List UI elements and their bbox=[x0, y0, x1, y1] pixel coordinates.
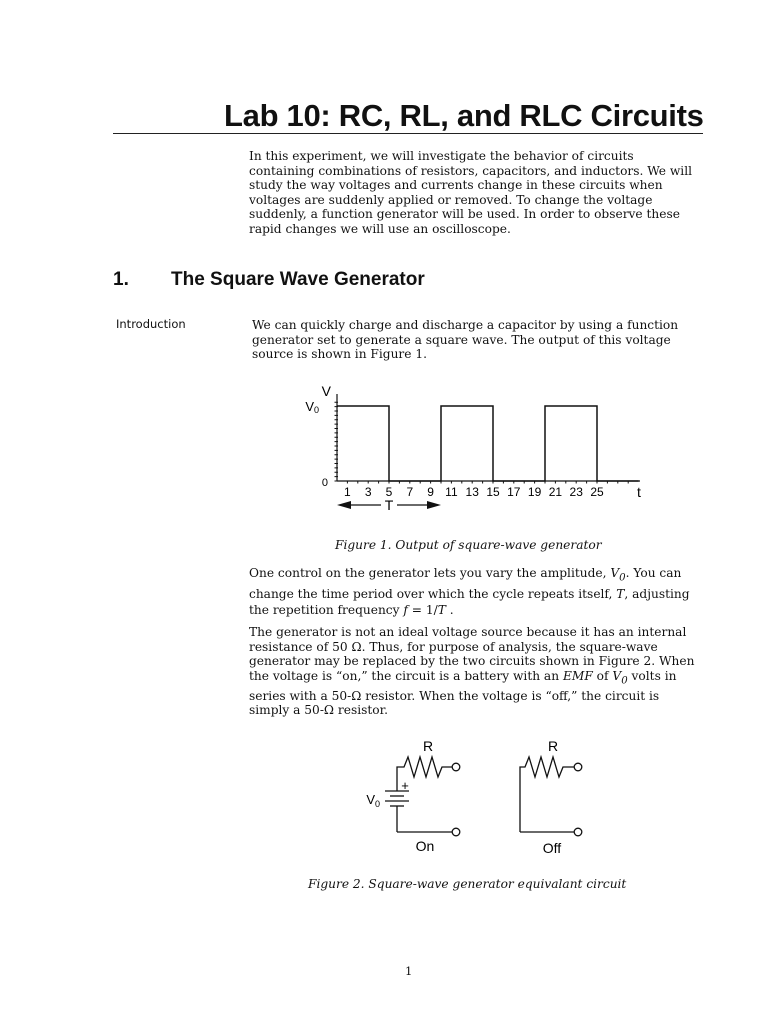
y-tick-label-zero: 0 bbox=[321, 477, 328, 489]
on-label: On bbox=[415, 838, 435, 854]
terminal-on-top-icon bbox=[452, 763, 460, 771]
section-number: 1. bbox=[113, 269, 129, 290]
amplitude-control-paragraph bbox=[249, 565, 699, 618]
text-run: . bbox=[445, 603, 454, 618]
x-tick-label: 5 bbox=[385, 485, 393, 499]
x-tick-label: 7 bbox=[406, 485, 414, 499]
text-run: The generator is not an ideal voltage source because it has an internal resistance of 50 Ω. Thus, for purpose of analysis, the square-wave generator may be replaced by the two circuits shown in Figure 2. When the voltage is “on,” the circuit is a battery with an bbox=[249, 625, 695, 683]
battery-plus-sign: + bbox=[401, 778, 409, 793]
symbol-emf: EMF bbox=[562, 668, 593, 683]
section-title: The Square Wave Generator bbox=[171, 269, 425, 290]
x-tick-label: 11 bbox=[445, 485, 458, 499]
resistor-on-icon bbox=[397, 757, 452, 780]
page-title: Lab 10: RC, RL, and RLC Circuits bbox=[224, 98, 704, 133]
subscript-0: 0 bbox=[621, 675, 628, 687]
terminal-off-top-icon bbox=[574, 763, 582, 771]
square-wave-series bbox=[337, 406, 639, 481]
figure-1-caption: Figure 1. Output of square-wave generator bbox=[335, 538, 602, 552]
equivalent-circuit-figure bbox=[360, 735, 610, 860]
symbol-t: T bbox=[616, 587, 625, 602]
page-number: 1 bbox=[405, 964, 413, 978]
side-label-introduction: Introduction bbox=[116, 317, 186, 331]
resistor-label-off: R bbox=[547, 738, 559, 754]
on-circuit bbox=[385, 757, 460, 836]
intro-body-paragraph: We can quickly charge and discharge a capacitor by using a function generator set to generate a square wave. The output of this voltage source is shown in Figure 1. bbox=[252, 318, 679, 362]
title-rule bbox=[113, 133, 703, 134]
resistor-off-icon bbox=[520, 757, 574, 832]
symbol-v: V bbox=[610, 566, 620, 580]
y-tick-label-v0: V0 bbox=[305, 399, 319, 415]
x-tick-label: 15 bbox=[486, 485, 500, 499]
terminal-off-bottom-icon bbox=[574, 828, 582, 836]
arrow-left-icon bbox=[337, 501, 351, 509]
resistor-label-on: R bbox=[422, 738, 434, 754]
text-run: One control on the generator lets you vary the amplitude, bbox=[249, 566, 611, 580]
terminal-on-bottom-icon bbox=[452, 828, 460, 836]
text-run: , adjusting the repetition frequency bbox=[249, 587, 690, 618]
off-circuit bbox=[520, 757, 582, 836]
x-axis-label: t bbox=[637, 484, 641, 500]
symbol-v: V bbox=[612, 668, 622, 683]
symbol-t: T bbox=[437, 603, 446, 618]
x-tick-label: 13 bbox=[465, 485, 479, 499]
symbol-v0 bbox=[612, 668, 628, 687]
subscript-0: 0 bbox=[619, 572, 626, 584]
generator-resistance-paragraph bbox=[249, 625, 699, 718]
x-tick-label: 23 bbox=[569, 485, 583, 499]
x-tick-label: 25 bbox=[590, 485, 604, 499]
text-run: volts in series with a 50-Ω resistor. When the voltage is “off,” the circuit is simply a 50-Ω resistor. bbox=[249, 668, 677, 718]
x-tick-label: 17 bbox=[507, 485, 521, 499]
figure-2-caption: Figure 2. Square-wave generator equivalant circuit bbox=[308, 877, 627, 891]
battery-v0-label: $V_0$ bbox=[366, 792, 380, 809]
symbol-f: f bbox=[403, 603, 408, 618]
x-tick-label: 3 bbox=[364, 485, 372, 499]
off-label: Off bbox=[542, 840, 562, 856]
text-run: of bbox=[592, 668, 613, 683]
text-run: . You can change the time period over which the cycle repeats itself, bbox=[249, 566, 682, 602]
text-run: = 1/ bbox=[407, 603, 438, 618]
x-tick-label: 1 bbox=[344, 485, 351, 499]
period-label: T bbox=[384, 497, 394, 513]
arrow-right-icon bbox=[427, 501, 441, 509]
x-tick-label: 9 bbox=[427, 485, 434, 499]
y-axis-label: V bbox=[321, 383, 331, 399]
x-tick-label: 21 bbox=[548, 485, 563, 499]
square-wave-chart bbox=[295, 380, 655, 520]
symbol-v0 bbox=[610, 566, 626, 584]
intro-paragraph: In this experiment, we will investigate the behavior of circuits containing combinations of resistors, capacitors, and inductors. We will study the way voltages and currents change in these circuits when voltages are suddenly applied or removed. To change the voltage suddenly, a function generator will be used. In order to observe these rapid changes we will use an oscilloscope. bbox=[249, 149, 692, 236]
x-tick-label: 19 bbox=[527, 485, 542, 499]
